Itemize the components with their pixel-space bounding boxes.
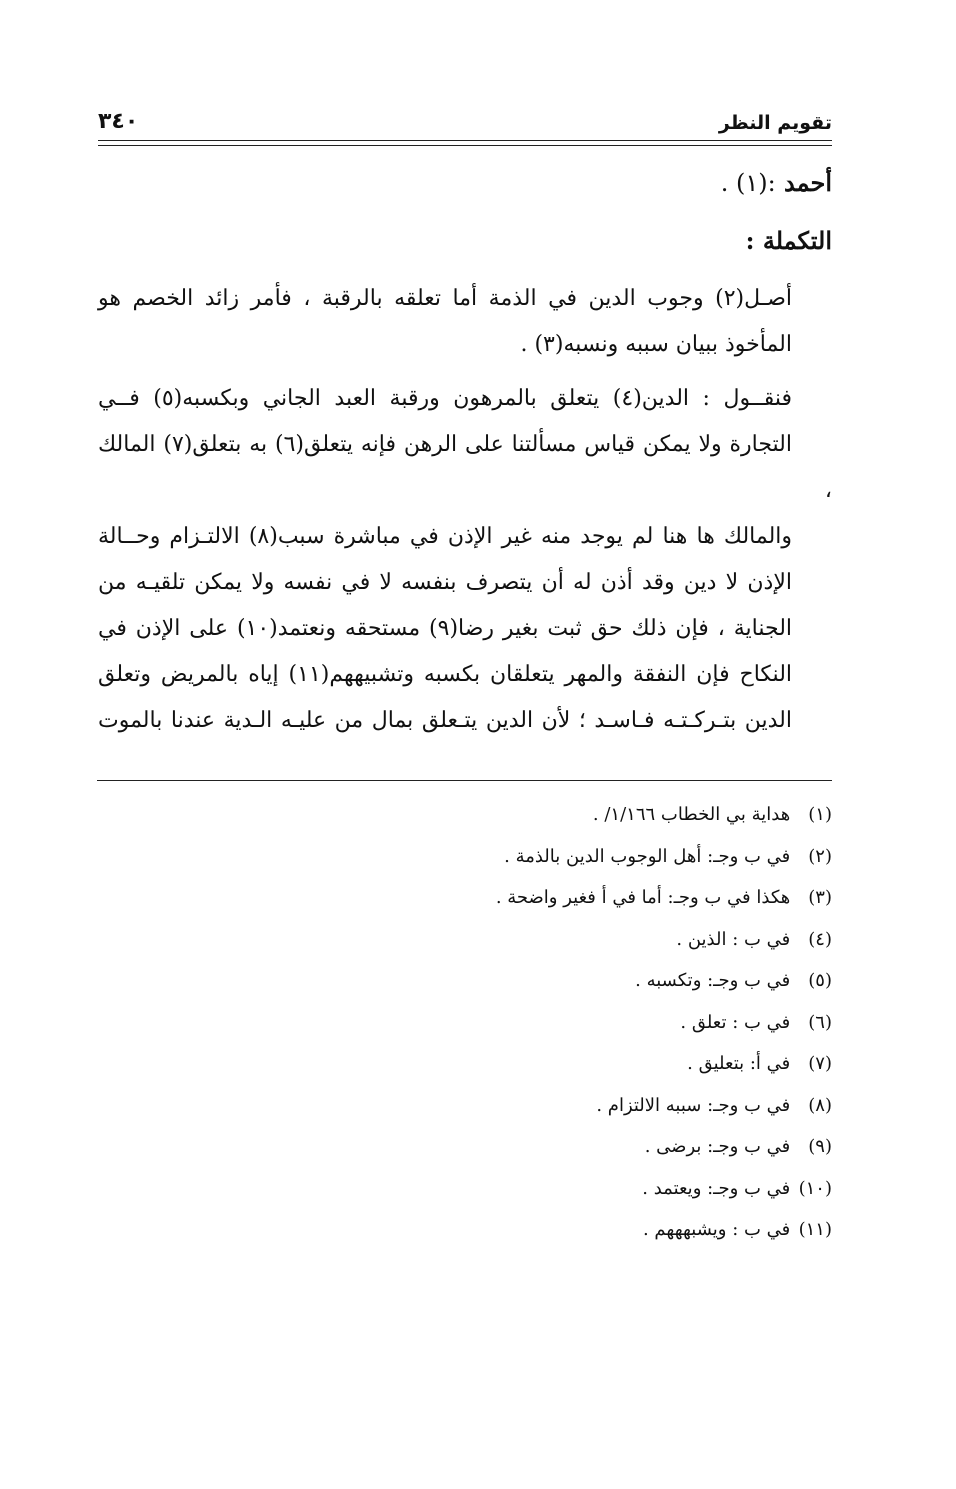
footnote-rule [97,780,832,781]
footnote-text: في ب : تعلق . [680,1011,791,1033]
paragraph-2 [98,376,832,744]
footnote-number: (٥) [808,970,832,991]
footnote-text: في أ: بتعليق . [687,1053,791,1074]
footnote-number: (٣) [808,887,832,908]
footnote-text: في ب : الذين . [676,928,791,950]
footnote-text: هكذا في ب وجـ: أما في أ فغير واضحة . [495,887,791,908]
footnote [98,836,832,878]
footnote [98,1085,832,1127]
footnote [98,1043,832,1085]
footnote-number: (٩) [808,1136,832,1157]
footnote-text: في ب وجـ: ويعتمد . [642,1177,791,1199]
footnote-text: في ب وجـ: برضى . [644,1136,791,1157]
ahmad-line [98,160,832,206]
footnote-number: (٤) [808,928,832,950]
text-line: التجارة ولا يمكن قياس مسألتنا على الرهن فإنه يتعلق(٦) به بتعلق(٧) المالك ، [98,432,832,503]
text-line: المأخوذ ببيان سببه ونسبه(٣) . [520,332,792,357]
footnote [98,919,832,961]
footnote-number: (٦) [808,1011,832,1033]
header-rule [98,140,832,146]
footnote-text: هداية بي الخطاب ١/١٦٦/ . [592,804,791,825]
footnote-text: في ب وجـ: أهل الوجوب الدين بالذمة . [504,845,791,867]
footnote-number: (١١) [798,1219,832,1240]
footnotes [98,794,832,1251]
footnote-text: في ب : ويشبهههم . [642,1219,791,1240]
footnote-number: (١) [808,804,832,825]
text-line: والمالك ها هنا لم يوجد منه غير الإذن في مباشرة سبب(٨) الالتـزام وحــالة [98,524,793,549]
footnote-text: في ب وجـ: سببه الالتزام . [596,1094,791,1116]
footnote [98,960,832,1002]
footnote [98,1002,832,1044]
text-line: الدين بتـركـتـه فـاسـد ؛ لأن الدين يتـعلق بمال من عليـه الـدية عندنا بالموت [98,708,792,733]
page-number: ٣٤٠ [98,109,139,134]
paragraph-1 [98,276,832,368]
ahmad-ref: :(١) . [720,169,776,197]
footnote-number: (١٠) [798,1177,832,1199]
footnote-number: (٧) [808,1053,832,1074]
text-line: الجناية ، فإن ذلك حق ثبت بغير رضا(٩) مستحقه ونعتمد(١٠) على الإذن في [98,616,793,641]
footnote [98,1168,832,1210]
footnote [98,1126,832,1168]
text-line: أصـل(٢) وجوب الدين في الذمة أما تعلقه بالرقبة ، فأمر زائد الخصم هو [98,286,792,311]
ahmad-label: أحمد [784,168,832,197]
footnote [98,877,832,919]
footnote-number: (٢) [808,845,832,867]
text-line: فنقــول : الدين(٤) يتعلق بالمرهون ورقبة العبد الجاني وبكسبه(٥) فــي [98,386,792,411]
running-title: تقويم النظر [718,112,832,134]
page-header [98,94,832,134]
footnote-text: في ب وجـ: وتكسبه . [635,970,791,991]
text-line: الإذن لا دين وقد أذن له أن يتصرف بنفسه لا في نفسه ولا يمكن تلقيـه من [98,570,792,595]
main-text [98,160,832,752]
text-line: النكاح فإن النفقة والمهر يتعلقان بكسبه وتشبيههم(١١) إياه بالمريض وتعلق [98,662,793,687]
footnote [98,1209,832,1251]
footnote [98,794,832,836]
footnote-number: (٨) [808,1094,832,1116]
takmila-heading: التكملة : [745,226,832,255]
